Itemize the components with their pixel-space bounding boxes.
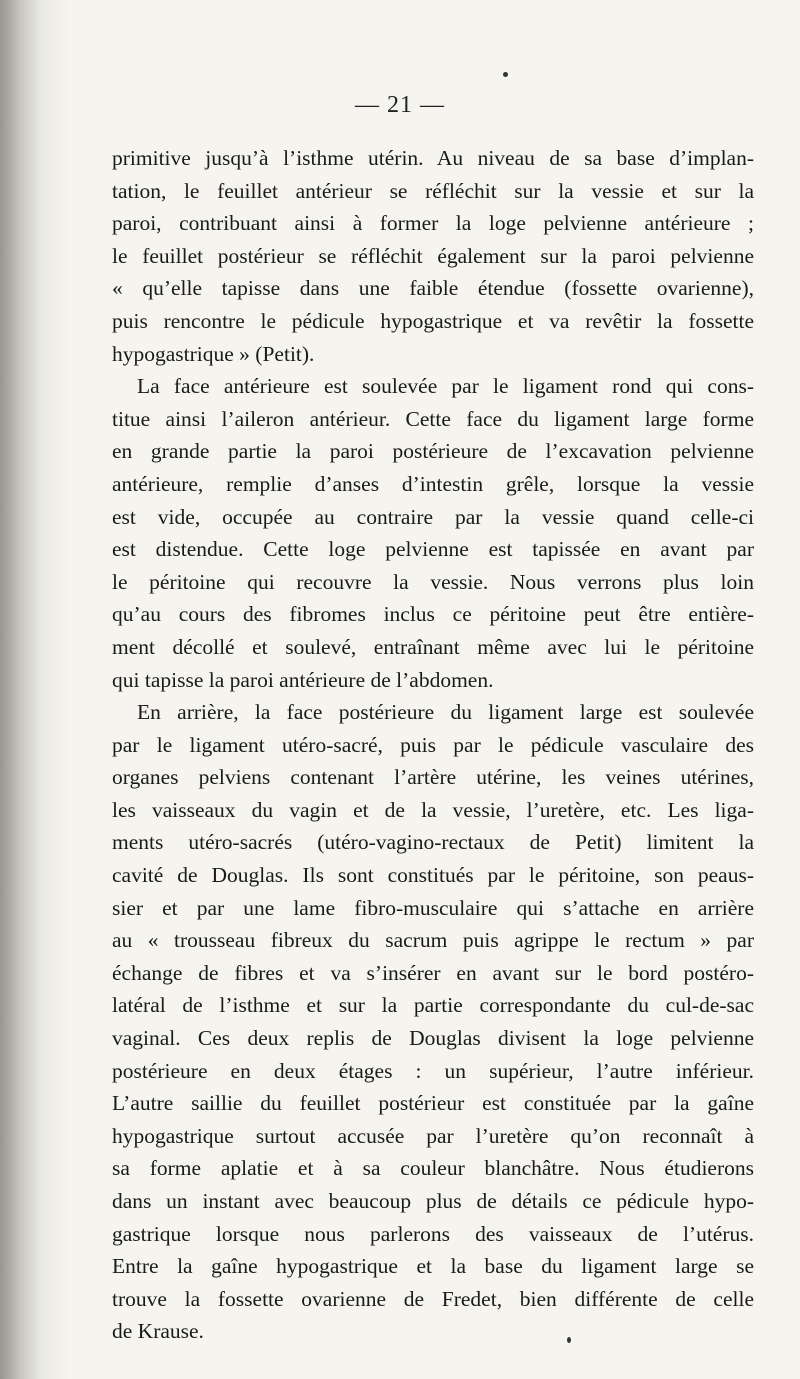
ink-speck	[503, 72, 508, 77]
text-line: La face antérieure est soulevée par le ligament rond qui cons-	[137, 374, 754, 399]
ink-speck	[567, 1337, 571, 1343]
text-line: tation, le feuillet antérieur se réfléchit sur la vessie et sur la	[112, 178, 754, 203]
binding-shadow	[0, 0, 40, 1379]
text-line: par le ligament utéro-sacré, puis par le pédicule vasculaire des	[112, 732, 754, 757]
text-line: Entre la gaîne hypogastrique et la base du ligament large se	[112, 1254, 754, 1279]
text-line: En arrière, la face postérieure du ligament large est soulevée	[137, 700, 754, 725]
text-line: antérieure, remplie d’anses d’intestin grêle, lorsque la vessie	[112, 471, 754, 496]
page-number: — 21 —	[355, 92, 445, 118]
text-line: qu’au cours des fibromes inclus ce péritoine peut être entière-	[112, 602, 754, 627]
text-line: les vaisseaux du vagin et de la vessie, l’uretère, etc. Les liga-	[112, 797, 754, 822]
text-line: vaginal. Ces deux replis de Douglas divisent la loge pelvienne	[112, 1026, 754, 1051]
text-line: organes pelviens contenant l’artère utérine, les veines utérines,	[112, 765, 754, 790]
text-line: de Krause.	[112, 1319, 204, 1344]
text-line: est vide, occupée au contraire par la vessie quand celle-ci	[112, 504, 754, 529]
text-line: le feuillet postérieur se réfléchit également sur la paroi pelvienne	[112, 243, 754, 268]
text-line: sa forme aplatie et à sa couleur blanchâtre. Nous étudierons	[112, 1156, 754, 1181]
text-line: en grande partie la paroi postérieure de l’excavation pelvienne	[112, 439, 754, 464]
text-line: titue ainsi l’aileron antérieur. Cette face du ligament large forme	[112, 406, 754, 431]
text-line: puis rencontre le pédicule hypogastrique et va revêtir la fossette	[112, 308, 754, 333]
text-line: cavité de Douglas. Ils sont constitués par le péritoine, son peaus-	[112, 863, 754, 888]
text-line: paroi, contribuant ainsi à former la loge pelvienne antérieure ;	[112, 211, 754, 236]
text-line: le péritoine qui recouvre la vessie. Nous verrons plus loin	[112, 569, 754, 594]
text-line: dans un instant avec beaucoup plus de détails ce pédicule hypo-	[112, 1189, 754, 1213]
text-line: hypogastrique surtout accusée par l’uretère qu’on reconnaît à	[112, 1123, 754, 1148]
text-line: latéral de l’isthme et sur la partie correspondante du cul-de-sac	[112, 993, 754, 1018]
text-line: postérieure en deux étages : un supérieur, l’autre inférieur.	[112, 1058, 754, 1083]
text-line: échange de fibres et va s’insérer en avant sur le bord postéro-	[112, 960, 754, 985]
text-line: ments utéro-sacrés (utéro-vagino-rectaux de Petit) limitent la	[112, 830, 754, 855]
text-line: qui tapisse la paroi antérieure de l’abdomen.	[112, 667, 494, 692]
text-line: est distendue. Cette loge pelvienne est tapissée en avant par	[112, 537, 754, 562]
text-line: ment décollé et soulevé, entraînant même avec lui le péritoine	[112, 634, 754, 659]
text-line: gastrique lorsque nous parlerons des vaisseaux de l’utérus.	[112, 1221, 754, 1246]
text-line: hypogastrique » (Petit).	[112, 341, 315, 366]
text-line: « qu’elle tapisse dans une faible étendue (fossette ovarienne),	[112, 276, 754, 301]
text-line: au « trousseau fibreux du sacrum puis agrippe le rectum » par	[112, 928, 754, 953]
body-text	[112, 142, 754, 1348]
text-line: L’autre saillie du feuillet postérieur est constituée par la gaîne	[112, 1091, 754, 1116]
text-line: trouve la fossette ovarienne de Fredet, bien différente de celle	[112, 1286, 754, 1311]
text-line: primitive jusqu’à l’isthme utérin. Au niveau de sa base d’implan-	[112, 146, 754, 170]
text-line: sier et par une lame fibro-musculaire qui s’attache en arrière	[112, 895, 754, 920]
